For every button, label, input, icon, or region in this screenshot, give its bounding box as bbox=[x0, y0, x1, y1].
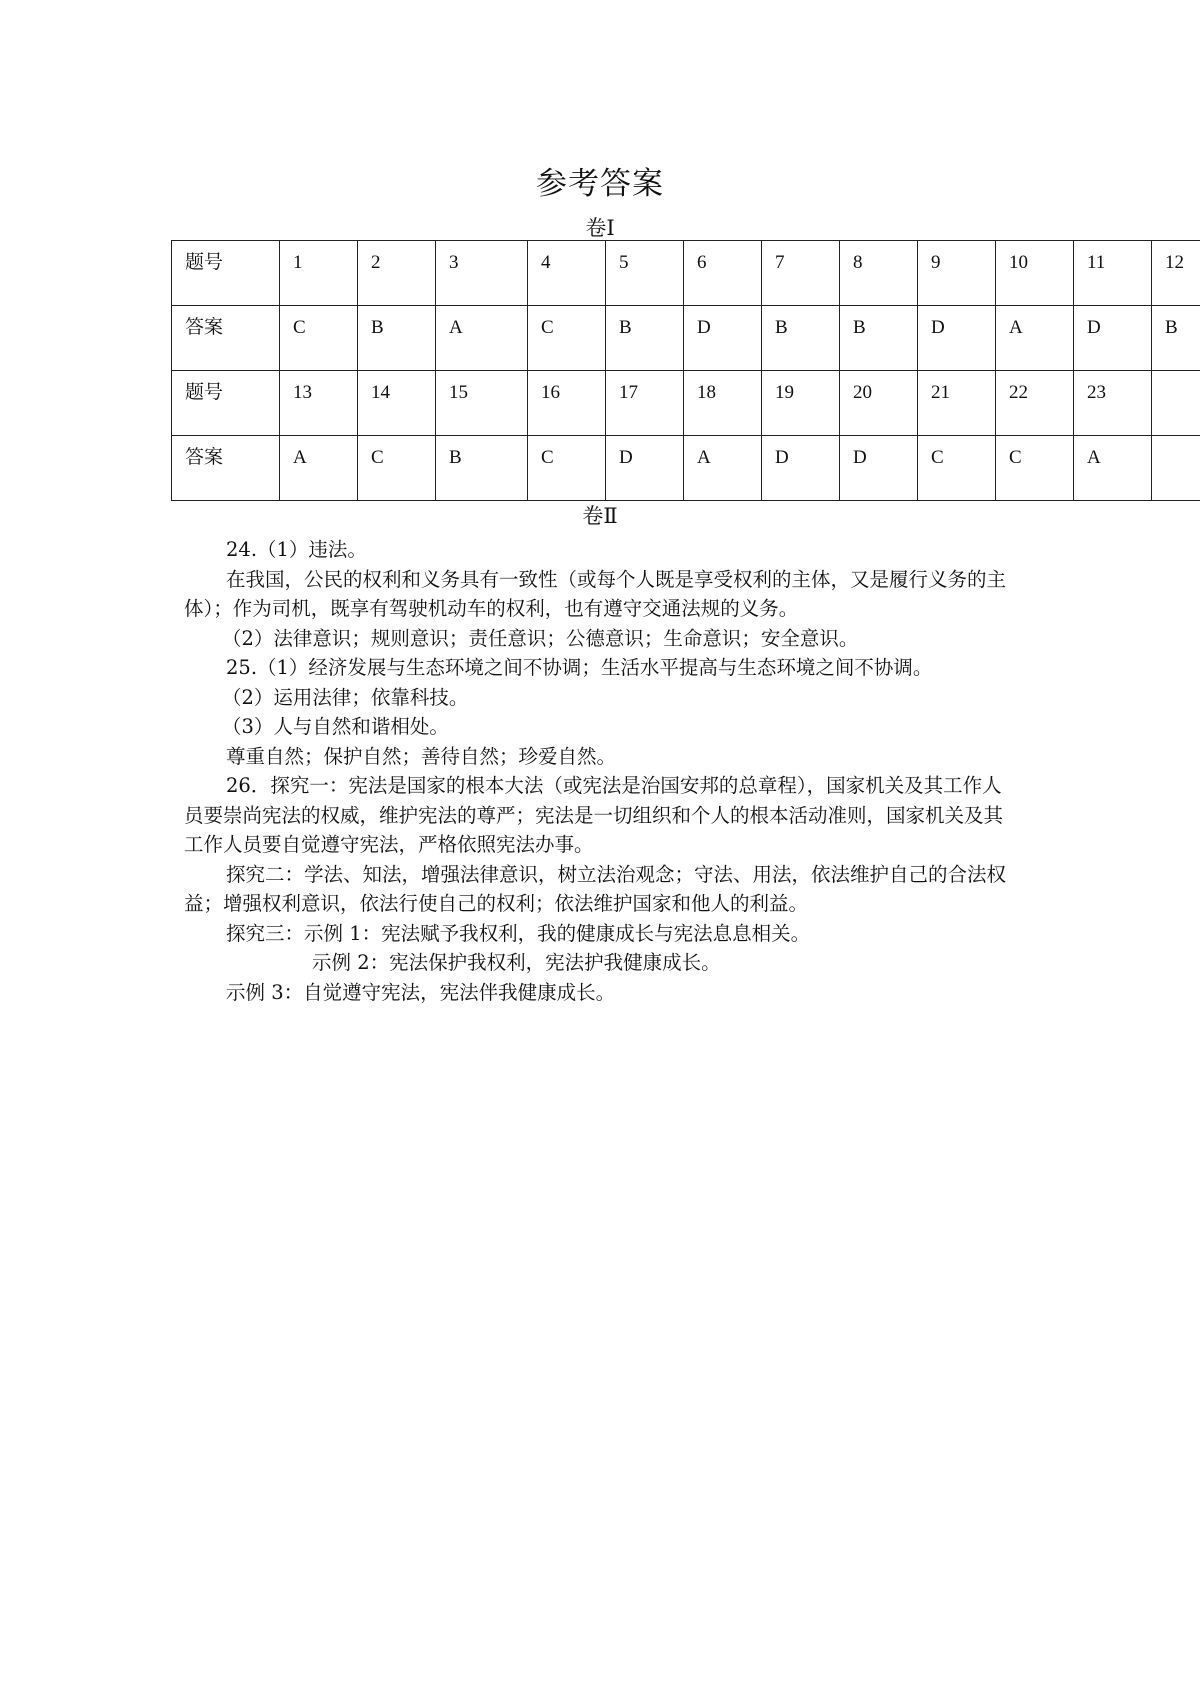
table-cell: D bbox=[762, 436, 840, 501]
table-cell: 1 bbox=[280, 241, 358, 306]
table-cell: A bbox=[996, 306, 1074, 371]
table-cell: 16 bbox=[528, 371, 606, 436]
table-cell: B bbox=[436, 436, 528, 501]
table-cell: 8 bbox=[840, 241, 918, 306]
answer-table bbox=[171, 240, 1200, 501]
table-cell: B bbox=[1152, 306, 1200, 371]
table-cell: 15 bbox=[436, 371, 528, 436]
answer-25-part-3: （3）人与自然和谐相处。 bbox=[222, 715, 449, 738]
table-cell: 14 bbox=[358, 371, 436, 436]
table-cell: 20 bbox=[840, 371, 918, 436]
answer-26-inquiry-3-example-1: 探究三：示例 1：宪法赋予我权利，我的健康成长与宪法息息相关。 bbox=[226, 921, 811, 945]
answer-25-part-3-detail: 尊重自然；保护自然；善待自然；珍爱自然。 bbox=[226, 744, 617, 768]
table-cell bbox=[1152, 371, 1200, 436]
answer-25-part-2: （2）运用法律；依靠科技。 bbox=[222, 685, 469, 709]
table-cell: D bbox=[606, 436, 684, 501]
section-label-volume-1: 卷Ⅰ bbox=[585, 216, 615, 240]
table-cell: 12 bbox=[1152, 241, 1200, 306]
table-row-header-cell: 题号 bbox=[172, 371, 280, 436]
table-cell: 3 bbox=[436, 241, 528, 306]
table-cell: 2 bbox=[358, 241, 436, 306]
table-cell: B bbox=[358, 306, 436, 371]
table-cell: D bbox=[918, 306, 996, 371]
table-cell: 21 bbox=[918, 371, 996, 436]
table-row-header-cell: 题号 bbox=[172, 241, 280, 306]
table-cell: B bbox=[762, 306, 840, 371]
answer-26-inquiry-1: 26．探究一：宪法是国家的根本大法（或宪法是治国安邦的总章程），国家机关及其工作人员要崇尚宪法的权威，维护宪法的尊严；宪法是一切组织和个人的根本活动准则，国家机关及其工作人员要自觉遵守宪法，严格依照宪法办事。 bbox=[184, 774, 1004, 856]
table-row bbox=[172, 306, 1200, 371]
table-row bbox=[172, 241, 1200, 306]
table-cell: 11 bbox=[1074, 241, 1152, 306]
table-cell: D bbox=[684, 306, 762, 371]
table-cell: 18 bbox=[684, 371, 762, 436]
table-cell: 23 bbox=[1074, 371, 1152, 436]
table-cell: D bbox=[1074, 306, 1152, 371]
table-cell: 22 bbox=[996, 371, 1074, 436]
table-row-header-cell: 答案 bbox=[172, 306, 280, 371]
table-cell: 5 bbox=[606, 241, 684, 306]
table-cell: 6 bbox=[684, 241, 762, 306]
section-label-volume-2: 卷Ⅱ bbox=[582, 504, 618, 528]
answer-text-body bbox=[184, 535, 1014, 1007]
table-row-header-cell: 答案 bbox=[172, 436, 280, 501]
table-row bbox=[172, 371, 1200, 436]
table-cell: C bbox=[528, 306, 606, 371]
table-cell: C bbox=[358, 436, 436, 501]
table-cell: C bbox=[996, 436, 1074, 501]
answer-25-part-1: 25.（1）经济发展与生态环境之间不协调；生活水平提高与生态环境之间不协调。 bbox=[226, 656, 933, 679]
table-cell: B bbox=[840, 306, 918, 371]
answer-26-inquiry-3-example-2: 示例 2：宪法保护我权利，宪法护我健康成长。 bbox=[312, 951, 721, 974]
page-title: 参考答案 bbox=[536, 166, 664, 202]
table-cell: B bbox=[606, 306, 684, 371]
table-cell: 4 bbox=[528, 241, 606, 306]
answer-24-explanation: 在我国，公民的权利和义务具有一致性（或每个人既是享受权利的主体，又是履行义务的主体）；作为司机，既享有驾驶机动车的权利，也有遵守交通法规的义务。 bbox=[184, 567, 1007, 620]
answer-24-part-2: （2）法律意识；规则意识；责任意识；公德意识；生命意识；安全意识。 bbox=[222, 626, 859, 650]
table-cell: C bbox=[918, 436, 996, 501]
table-cell: C bbox=[528, 436, 606, 501]
table-cell: 7 bbox=[762, 241, 840, 306]
table-row bbox=[172, 436, 1200, 501]
table-cell bbox=[1152, 436, 1200, 501]
table-cell: D bbox=[840, 436, 918, 501]
table-cell: 17 bbox=[606, 371, 684, 436]
answer-24-part-1: 24.（1）违法。 bbox=[226, 538, 367, 561]
table-cell: 13 bbox=[280, 371, 358, 436]
table-cell: A bbox=[280, 436, 358, 501]
table-cell: A bbox=[1074, 436, 1152, 501]
answer-26-inquiry-2: 探究二：学法、知法，增强法律意识，树立法治观念；守法、用法，依法维护自己的合法权益；增强权利意识，依法行使自己的权利；依法维护国家和他人的利益。 bbox=[184, 862, 1007, 915]
table-cell: A bbox=[684, 436, 762, 501]
table-cell: 10 bbox=[996, 241, 1074, 306]
answer-26-inquiry-3-example-3: 示例 3：自觉遵守宪法，宪法伴我健康成长。 bbox=[226, 980, 616, 1004]
table-cell: A bbox=[436, 306, 528, 371]
table-cell: 9 bbox=[918, 241, 996, 306]
table-cell: C bbox=[280, 306, 358, 371]
table-cell: 19 bbox=[762, 371, 840, 436]
